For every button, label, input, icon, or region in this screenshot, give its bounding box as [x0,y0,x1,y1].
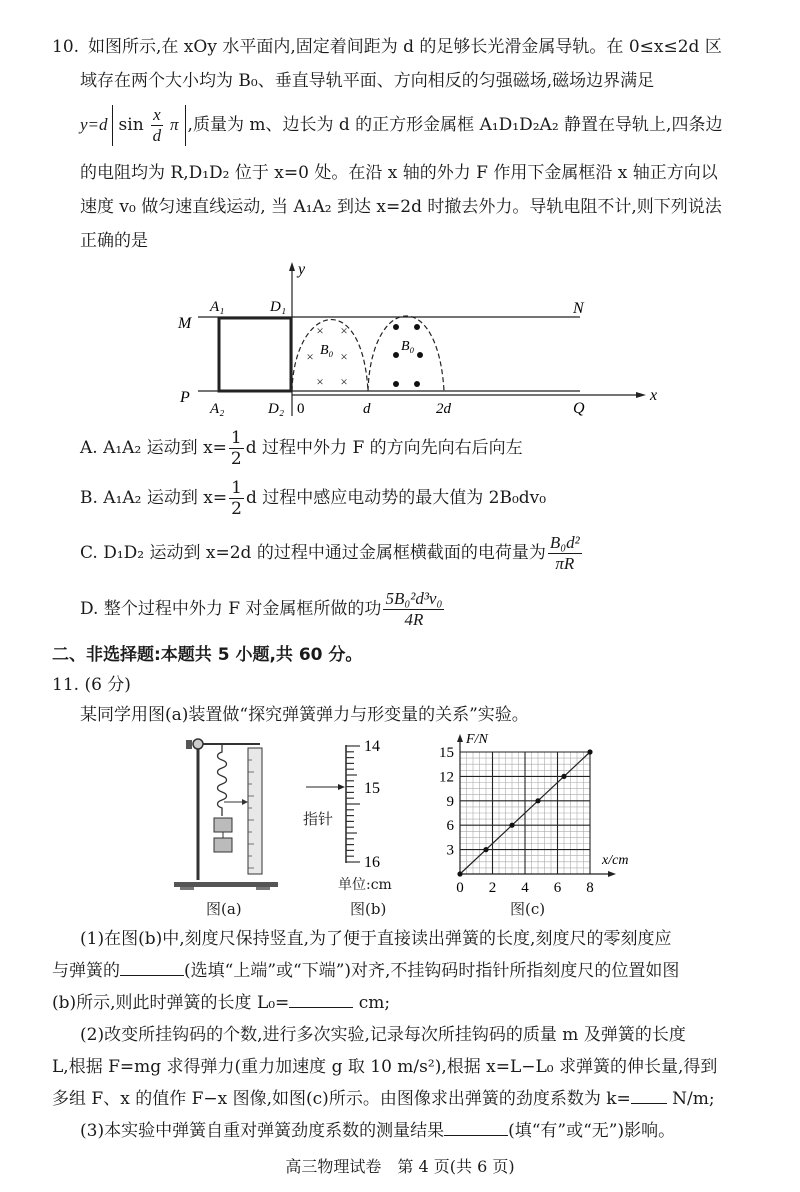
q10-line-2: 域存在两个大小均为 B₀、垂直导轨平面、方向相反的匀强磁场,磁场边界满足 [80,71,655,91]
p1-line2-end: (选填“上端”或“下端”)对齐,不挂钩码时指针所指刻度尺的位置如图 [184,961,680,981]
option-C-prefix: C. D₁D₂ 运动到 x=2d 的过程中通过金属框横截面的电荷量为 [80,543,546,563]
q11-part2-line2: L,根据 F=mg 求得弹力(重力加速度 g 取 10 m/s²),根据 x=L−L₀ 求弹簧的伸长量,得到 [52,1057,718,1077]
y-axis-arrow [289,262,295,271]
pointer-arrowhead [242,799,248,805]
p2-line3-start: 多组 F、x 的值作 F−x 图像,如图(c)所示。由图像求出弹簧的劲度系数为 k= [52,1089,631,1109]
label-A2: A₂ [210,401,225,417]
stand-base [174,882,278,887]
label-N: N [573,300,584,317]
q10-line-1: 如图所示,在 xOy 水平面内,固定着间距为 d 的足够长光滑金属导轨。在 0≤x≤2d 区 [88,37,722,57]
option-D-prefix: D. 整个过程中外力 F 对金属框所做的功 [80,599,382,619]
tick-label-14: 14 [364,738,380,755]
label-x: x [650,387,658,404]
option-A-suffix: d 过程中外力 F 的方向先向右后向左 [245,438,523,458]
frac-den: 2 [231,498,242,519]
answer-blank-effect[interactable] [444,1135,508,1136]
x-tick-label: 6 [553,880,562,896]
page-footer: 高三物理试卷 第 4 页(共 6 页) [285,1157,515,1176]
frac-num: B₀d² [549,532,580,552]
q11-part2-line3 [52,1088,715,1110]
data-point [457,871,462,876]
p3-line1-end: (填“有”或“无”)影响。 [508,1121,676,1141]
figure-c-caption: 图(c) [510,900,546,918]
abs-sin-expression [112,105,186,146]
q10-line-3 [80,100,722,150]
weight-2 [214,838,232,852]
option-D-fraction [383,589,444,630]
option-B-prefix: B. A₁A₂ 运动到 x= [80,488,228,508]
x-tick-label: 0 [456,880,464,896]
unit-label: 单位:cm [338,877,392,893]
q11-part1-line1: (1)在图(b)中,刻度尺保持竖直,为了便于直接读出弹簧的长度,刻度尺的零刻度应 [80,929,672,949]
dot-mark [393,352,399,358]
weight-1 [214,818,232,832]
q10-number: 10. [52,37,80,57]
y-tick-label: 12 [439,769,454,786]
answer-blank-spring-end[interactable] [120,975,184,976]
data-point [561,774,566,779]
q10-line-5: 速度 v₀ 做匀速直线运动, 当 A₁A₂ 到达 x=2d 时撤去外力。导轨电阻不计,则下列说法 [80,197,722,217]
label-B0-right: B₀ [401,339,415,354]
q11-part2-line1: (2)改变所挂钩码的个数,进行多次实验,记录每次所挂钩码的质量 m 及弹簧的长度 [80,1025,686,1045]
option-A-fraction [229,428,244,469]
label-A1: A₁ [210,299,225,315]
cross-mark: × [316,374,324,389]
eq-y-equals-d: y=d [80,115,108,134]
figure-b-ruler [300,735,400,871]
q10-line-4: 的电阻均为 R,D₁D₂ 位于 x=0 处。在沿 x 轴的外力 F 作用下金属框沿 x 轴正方向以 [80,163,718,183]
answer-blank-k[interactable] [631,1103,667,1104]
label-2d: 2d [436,401,451,417]
ruler-b-ticks [346,746,360,862]
data-point [483,847,488,852]
option-B-fraction [229,478,244,519]
data-point [535,798,540,803]
option-C[interactable] [80,528,584,578]
p2-line3-end: N/m; [666,1089,715,1109]
chart-y-label: F/N [466,732,488,747]
metal-frame [219,318,291,391]
option-B-suffix: d 过程中感应电动势的最大值为 2B₀dv₀ [245,488,547,508]
clamp-screw [186,740,192,749]
frac-den: 2 [230,448,242,469]
label-D1: D₁ [270,299,287,315]
label-y: y [298,261,306,278]
q11-header: 11. (6 分) [52,675,131,695]
option-A[interactable] [80,426,523,470]
dot-mark [393,381,399,387]
label-B0-left: B₀ [320,343,334,358]
label-zero: 0 [297,401,305,417]
cross-mark: × [340,374,348,389]
p1-line3-end: cm; [353,993,391,1013]
pointer-label: 指针 [303,810,334,828]
chart-y-arrow [457,734,463,742]
spring-icon [218,744,227,816]
x-axis-arrow [636,392,646,398]
frac-num: 5B₀²d³v₀ [385,588,443,608]
frac-den: 4R [404,609,424,629]
pi-symbol: π [170,114,179,134]
label-M: M [178,315,192,332]
frac-num: 1 [231,477,242,498]
cross-mark: × [340,349,348,364]
p3-line1-start: (3)本实验中弹簧自重对弹簧劲度系数的测量结果 [80,1121,445,1141]
cross-mark: × [316,323,324,338]
chart-x-arrow [608,871,616,877]
label-d: d [363,401,371,417]
y-tick-label: 9 [446,793,454,810]
option-D[interactable] [80,584,446,634]
q10-rail-figure [170,256,670,420]
data-point [509,823,514,828]
frac-num: 1 [230,427,242,448]
figure-c-chart [420,728,650,896]
base-foot-left [180,887,194,890]
base-foot-right [256,887,270,890]
cross-mark: × [340,323,348,338]
q10-line-3-rest: ,质量为 m、边长为 d 的正方形金属框 A₁D₁D₂A₂ 静置在导轨上,四条边 [187,115,723,135]
x-tick-label: 4 [521,880,529,896]
fraction-x-over-d [151,105,163,146]
ruler [248,748,262,874]
q10-line-6: 正确的是 [80,231,148,251]
y-tick-label: 3 [446,842,454,859]
figure-a-apparatus [160,730,285,894]
frac-den: πR [555,553,575,573]
cross-mark: × [306,349,314,364]
label-P: P [180,389,190,406]
y-tick-label: 6 [446,818,454,835]
answer-blank-L0[interactable] [289,1007,353,1008]
dot-mark [414,324,420,330]
y-tick-labels [439,745,455,859]
frac-num: x [153,104,161,124]
chart-x-label: x/cm [602,853,629,868]
figure-a-caption: 图(a) [206,900,242,918]
pointer-arrowhead [338,784,345,790]
x-tick-label: 8 [586,880,594,896]
p1-line3-start: (b)所示,则此时弹簧的长度 L₀= [52,993,290,1013]
p1-line2-start: 与弹簧的 [52,961,120,981]
clamp-knob [193,739,203,749]
sin-label: sin [118,114,144,135]
q11-part1-line2 [52,960,679,982]
field-out-of-page-marks [393,324,423,387]
dot-mark [393,324,399,330]
q11-part1-line3 [52,992,390,1014]
tick-label-16: 16 [364,854,380,871]
tick-label-15: 15 [364,780,380,797]
dot-mark [414,381,420,387]
label-D2: D₂ [268,401,285,417]
option-A-prefix: A. A₁A₂ 运动到 x= [80,438,227,458]
option-B[interactable] [80,476,546,520]
label-Q: Q [573,400,585,417]
y-tick-label: 15 [439,745,454,761]
figure-b-caption: 图(b) [350,900,387,918]
frac-den: d [152,125,162,145]
q11-part3-line1 [80,1120,675,1142]
data-point [587,749,592,754]
q11-intro: 某同学用图(a)装置做“探究弹簧弹力与形变量的关系”实验。 [80,705,529,725]
section-2-heading: 二、非选择题:本题共 5 小题,共 60 分。 [52,645,363,665]
dot-mark [417,352,423,358]
option-C-fraction [548,533,582,574]
x-tick-label: 2 [488,880,497,896]
x-tick-labels [456,880,594,896]
